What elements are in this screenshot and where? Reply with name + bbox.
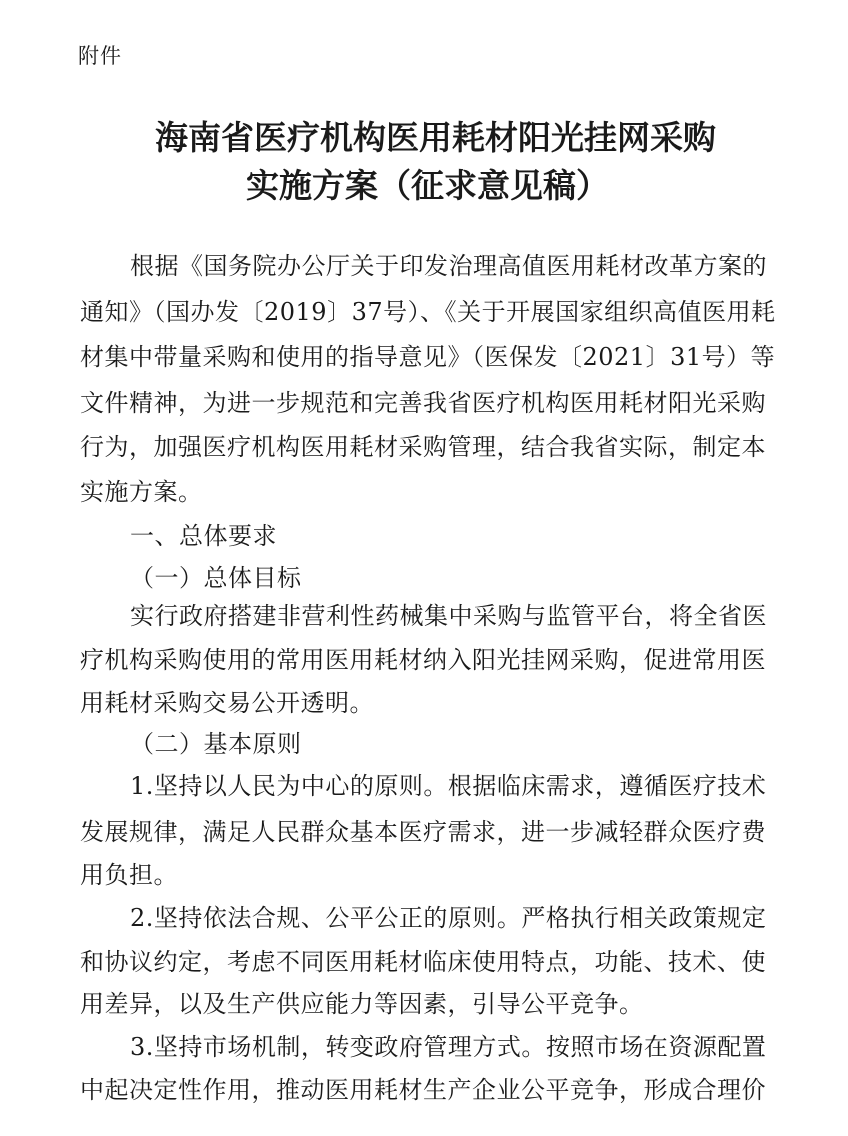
intro-line-2: 通知》（国办发〔2019〕37号）、《关于开展国家组织高值医用耗	[80, 298, 776, 326]
principle-2-line-3: 用差异，以及生产供应能力等因素，引导公平竞争。	[80, 990, 644, 1018]
principle-1-line-3: 用负担。	[80, 861, 178, 889]
principle-3-line-2: 中起决定性作用，推动医用耗材生产企业公平竞争，形成合理价	[80, 1076, 766, 1104]
principle-2-line-2: 和协议约定，考虑不同医用耗材临床使用特点，功能、技术、使	[80, 948, 766, 976]
principle-2-line-1: 2.坚持依法合规、公平公正的原则。严格执行相关政策规定	[130, 904, 767, 932]
intro-line-4: 文件精神，为进一步规范和完善我省医疗机构医用耗材阳光采购	[80, 389, 766, 417]
subsection-heading-2: （二）基本原则	[130, 730, 302, 758]
intro-line-5: 行为，加强医疗机构医用耗材采购管理，结合我省实际，制定本	[80, 433, 766, 461]
intro-line-6: 实施方案。	[80, 478, 203, 506]
intro-line-3: 材集中带量采购和使用的指导意见》（医保发〔2021〕31号）等	[80, 343, 776, 371]
intro-line-1: 根据《国务院办公厅关于印发治理高值医用耗材改革方案的	[130, 252, 767, 280]
section-heading-1: 一、总体要求	[130, 522, 277, 550]
goal-line-2: 疗机构采购使用的常用医用耗材纳入阳光挂网采购，促进常用医	[80, 646, 766, 674]
goal-line-3: 用耗材采购交易公开透明。	[80, 689, 374, 717]
principle-1-line-1: 1.坚持以人民为中心的原则。根据临床需求，遵循医疗技术	[130, 772, 767, 800]
principle-3-line-1: 3.坚持市场机制，转变政府管理方式。按照市场在资源配置	[130, 1033, 767, 1061]
subsection-heading-1: （一）总体目标	[130, 564, 302, 592]
document-title-line-1: 海南省医疗机构医用耗材阳光挂网采购	[155, 118, 716, 157]
principle-1-line-2: 发展规律，满足人民群众基本医疗需求，进一步减轻群众医疗费	[80, 818, 766, 846]
goal-line-1: 实行政府搭建非营利性药械集中采购与监管平台，将全省医	[130, 602, 767, 630]
attachment-label: 附件	[78, 44, 122, 68]
document-title-line-2: 实施方案（征求意见稿）	[246, 166, 609, 205]
